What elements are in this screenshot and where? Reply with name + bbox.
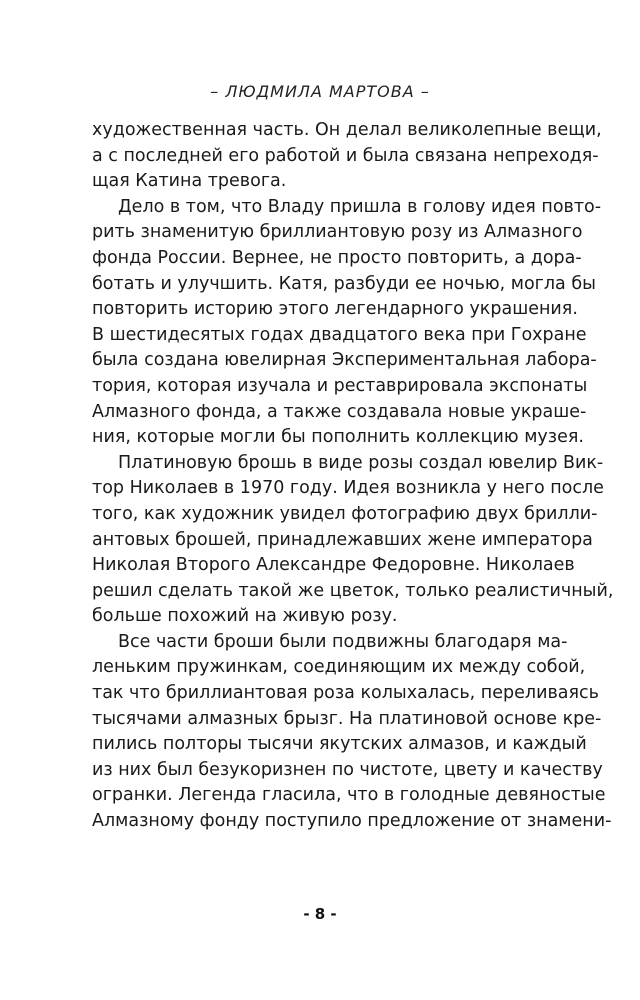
text-line: рить знаменитую бриллиантовую розу из Алмазного (92, 222, 583, 243)
text-line: фонда России. Вернее, не просто повторить, а дора- (92, 247, 582, 268)
text-line: того, как художник увидел фотографию двух брилли- (92, 503, 598, 524)
text-line: художественная часть. Он делал великолепные вещи, (92, 120, 602, 140)
text-line: из них был безукоризнен по чистоте, цвету и качеству (92, 759, 603, 780)
text-line: больше похожий на живую розу. (92, 606, 398, 627)
text-line: тория, которая изучала и реставрировала экспонаты (92, 375, 588, 396)
text-line: огранки. Легенда гласила, что в голодные девяностые (92, 785, 606, 806)
body-text (92, 118, 614, 835)
text-line: тор Николаев в 1970 году. Идея возникла у него после (92, 478, 604, 499)
text-line: а с последней его работой и была связана непреходя- (92, 145, 599, 166)
paragraph (92, 118, 602, 195)
text-line: так что бриллиантовая роза колыхалась, переливаясь (92, 683, 599, 704)
text-line: Алмазному фонду поступило предложение от знамени- (92, 811, 612, 832)
text-line: решил сделать такой же цветок, только реалистичный, (92, 580, 614, 601)
text-line: ботать и улучшить. Катя, разбуди ее ночью, могла бы (92, 273, 596, 294)
text-line: леньким пружинкам, соединяющим их между собой, (92, 657, 586, 678)
paragraph (92, 195, 602, 451)
paragraph (92, 451, 614, 630)
text-line: была создана ювелирная Экспериментальная лабора- (92, 350, 597, 371)
text-line: Все части броши были подвижны благодаря ма- (118, 631, 568, 652)
text-line: тысячами алмазных брызг. На платиновой основе кре- (92, 708, 602, 729)
paragraph (92, 630, 612, 835)
text-line: повторить историю этого легендарного украшения. (92, 299, 578, 320)
text-line: В шестидесятых годах двадцатого века при Гохране (92, 324, 587, 345)
page-number: - 8 - (303, 905, 337, 923)
running-head: – ЛЮДМИЛА МАРТОВА – (210, 82, 430, 101)
text-line: антовых брошей, принадлежавших жене императора (92, 529, 593, 550)
text-line: Николая Второго Александре Федоровне. Николаев (92, 555, 575, 576)
text-line: Дело в том, что Владу пришла в голову идея повто- (118, 196, 602, 217)
text-line: щая Катина тревога. (92, 171, 287, 192)
text-line: пились полторы тысячи якутских алмазов, и каждый (92, 734, 587, 755)
text-line: Алмазного фонда, а также создавала новые украше- (92, 401, 587, 422)
text-line: ния, которые могли бы пополнить коллекцию музея. (92, 427, 584, 448)
text-line: Платиновую брошь в виде розы создал ювелир Вик- (118, 452, 604, 473)
